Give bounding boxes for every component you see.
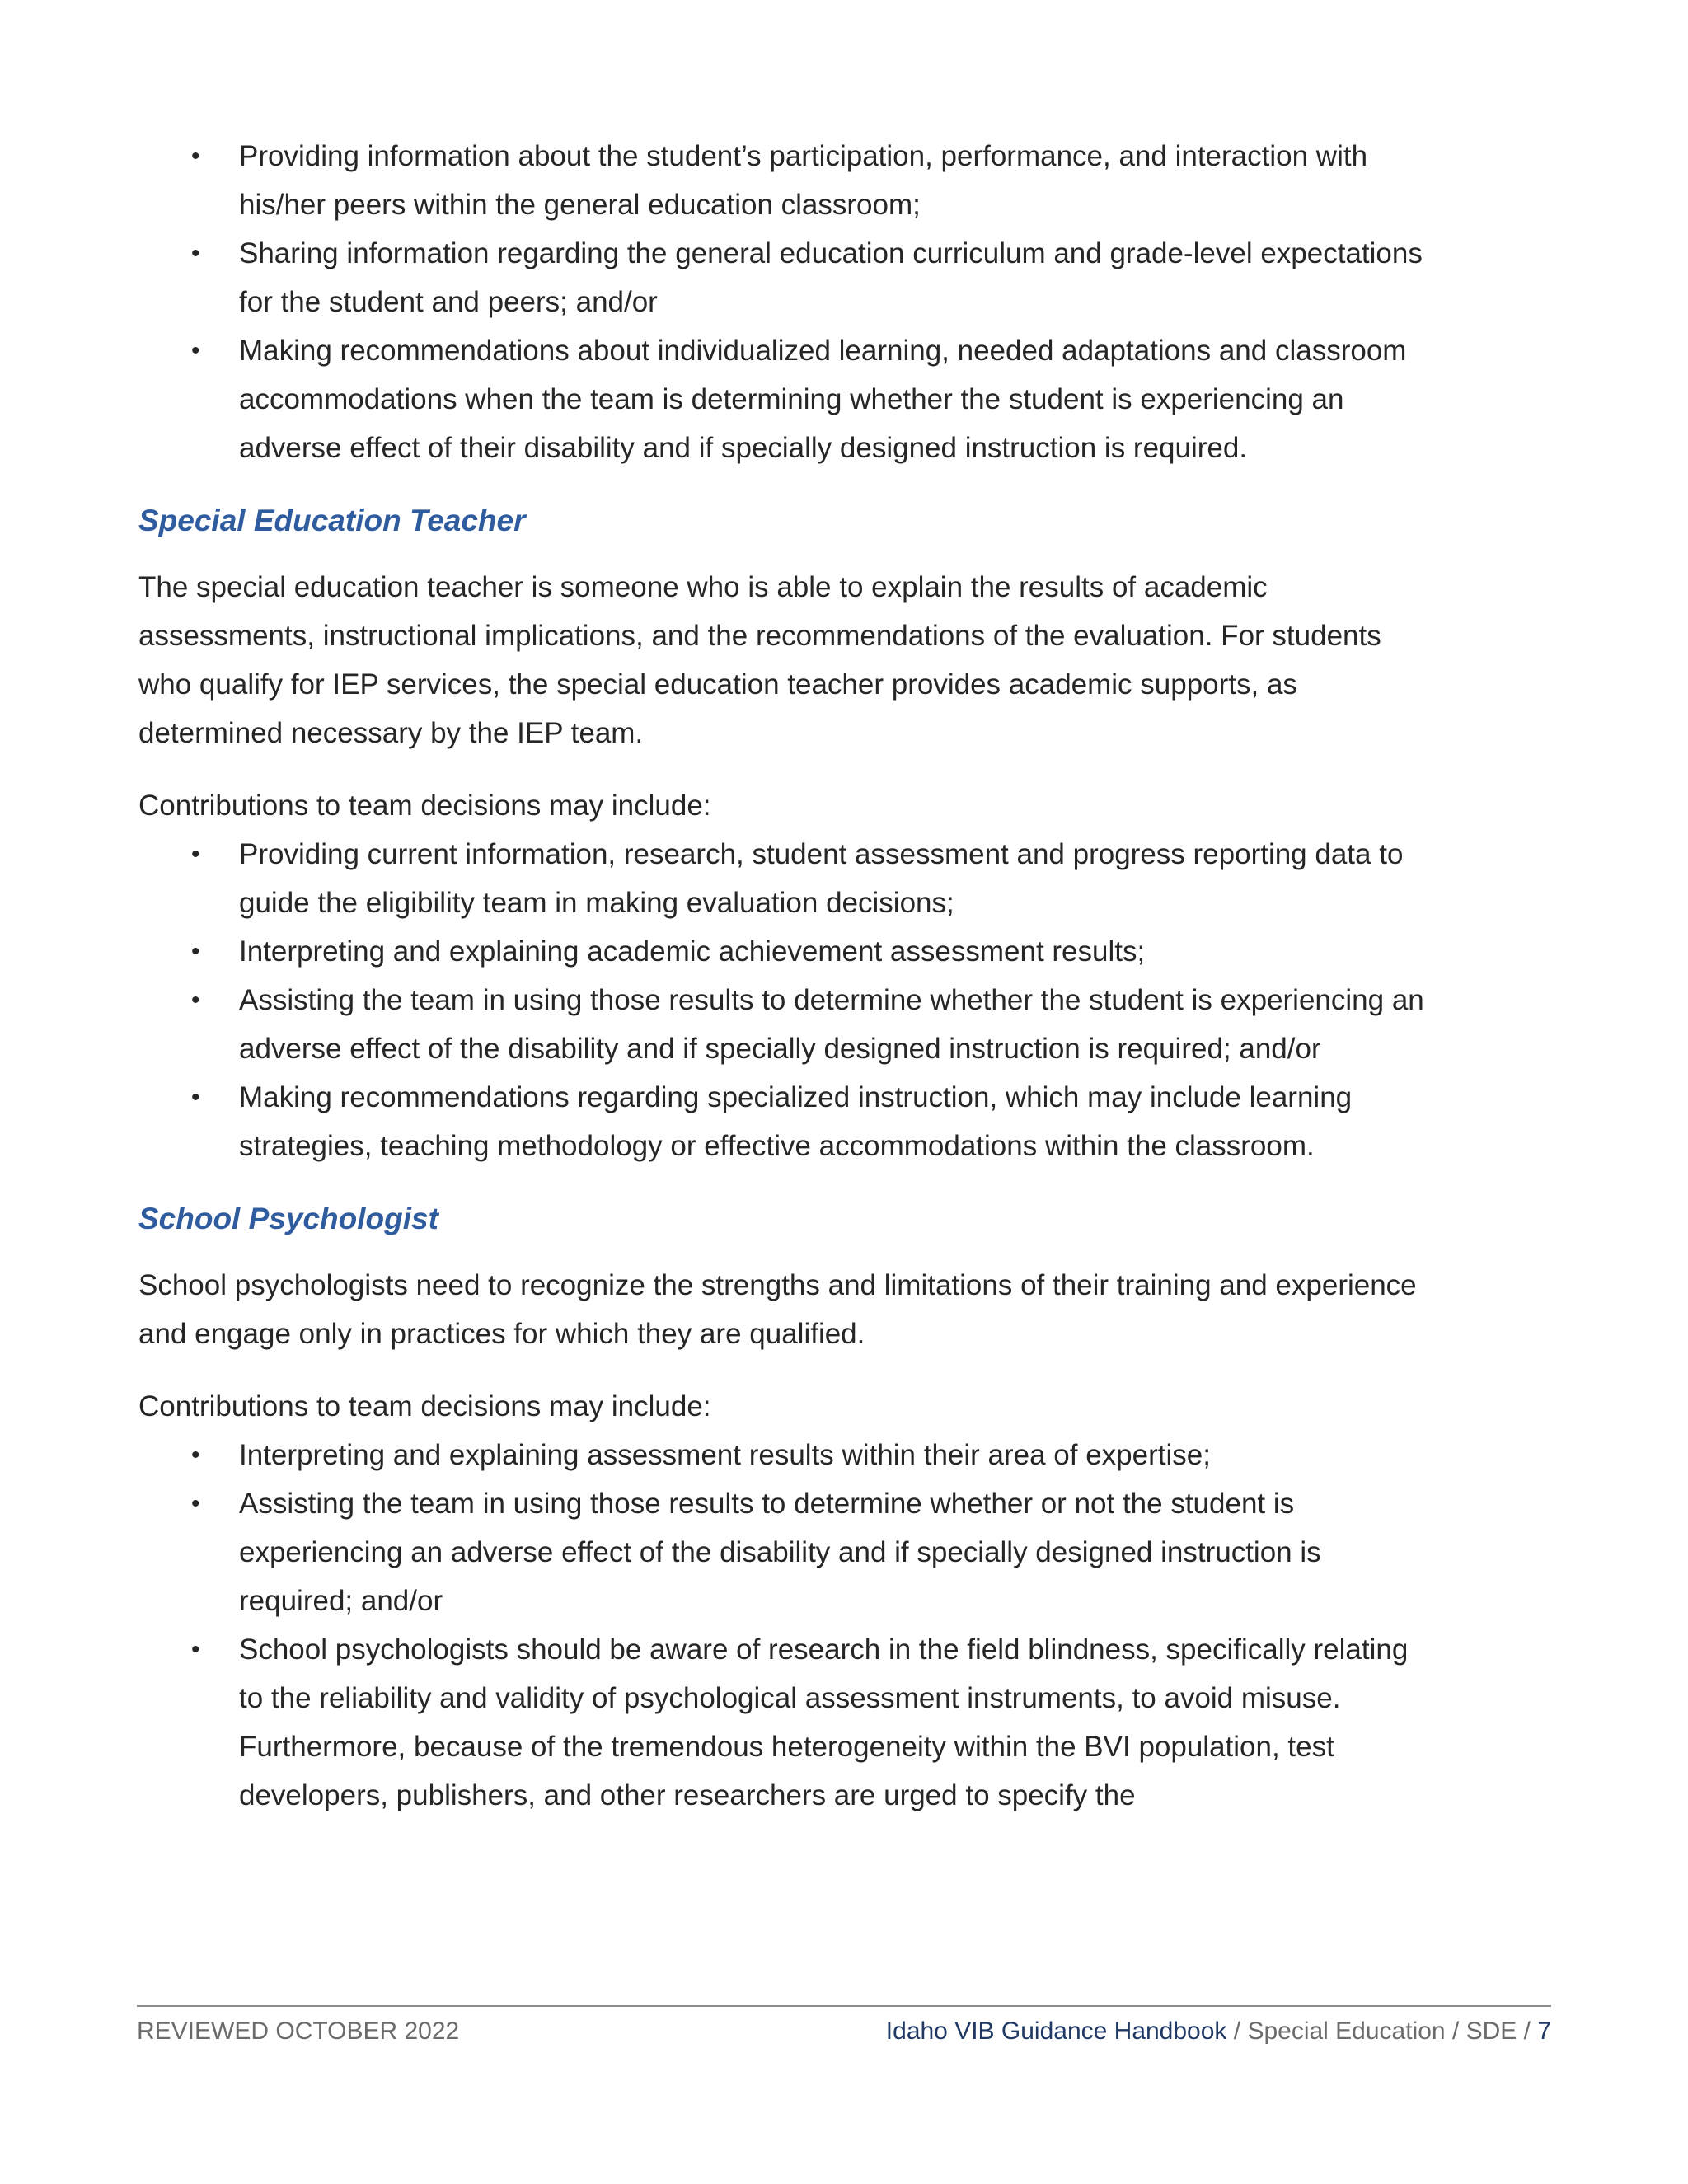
list-item: • Assisting the team in using those results to determine whether or not the student is experiencing an adverse effect of the disability and if specially designed instruction is required; and/or: [138, 1479, 1424, 1625]
list-item: • Providing current information, research, student assessment and progress reporting data to guide the eligibility team in making evaluation decisions;: [138, 830, 1424, 927]
footer-path: / Special Education / SDE /: [1226, 2018, 1538, 2045]
list-item: • Making recommendations about individualized learning, needed adaptations and classroom accommodations when the team is determining whether the student is experiencing an adverse effect of their disability and if specially designed instruction is required.: [138, 326, 1424, 472]
footer-book-title: Idaho VIB Guidance Handbook: [885, 2018, 1227, 2045]
special-ed-bullet-list: [138, 830, 1424, 1170]
section-paragraph: School psychologists need to recognize the strengths and limitations of their training and experience and engage only in practices for which they are qualified.: [138, 1269, 1417, 1350]
list-item: • Interpreting and explaining assessment results within their area of expertise;: [138, 1431, 1424, 1479]
section-heading-school-psychologist: School Psychologist: [138, 1202, 438, 1235]
list-item: • Assisting the team in using those results to determine whether the student is experiencing an adverse effect of the disability and if specially designed instruction is required; and/or: [138, 976, 1424, 1073]
list-item: • Making recommendations regarding specialized instruction, which may include learning strategies, teaching methodology or effective accommodations within the classroom.: [138, 1073, 1424, 1170]
list-item: • Providing information about the student’s participation, performance, and interaction with his/her peers within the general education classroom;: [138, 132, 1424, 229]
list-item: • Sharing information regarding the general education curriculum and grade-level expectations for the student and peers; and/or: [138, 229, 1424, 326]
page-content: [138, 132, 1424, 1820]
psychologist-bullet-list: [138, 1431, 1424, 1820]
section-heading-special-education-teacher: Special Education Teacher: [138, 504, 526, 537]
list-item: • Interpreting and explaining academic achievement assessment results;: [138, 927, 1424, 976]
list-item: • School psychologists should be aware of research in the field blindness, specifically relating to the reliability and validity of psychological assessment instruments, to avoid misuse. Furthermore, because of the tremendous heterogeneity within the BVI population, test developers, publishers, and other researchers are urged to specify the: [138, 1625, 1424, 1820]
footer-document-info: [886, 2015, 1551, 2048]
contributions-label: Contributions to team decisions may include:: [138, 1390, 711, 1422]
section-paragraph: The special education teacher is someone who is able to explain the results of academic assessments, instructional implications, and the recommendations of the evaluation. For students who qualify for IEP services, the special education teacher provides academic supports, as determined necessary by the IEP team.: [138, 571, 1381, 749]
page-footer: [137, 2005, 1551, 2048]
intro-bullet-list: [138, 132, 1424, 472]
page-number: 7: [1537, 2018, 1551, 2045]
footer-review-date: REVIEWED OCTOBER 2022: [137, 2018, 460, 2045]
contributions-label: Contributions to team decisions may include:: [138, 790, 711, 822]
